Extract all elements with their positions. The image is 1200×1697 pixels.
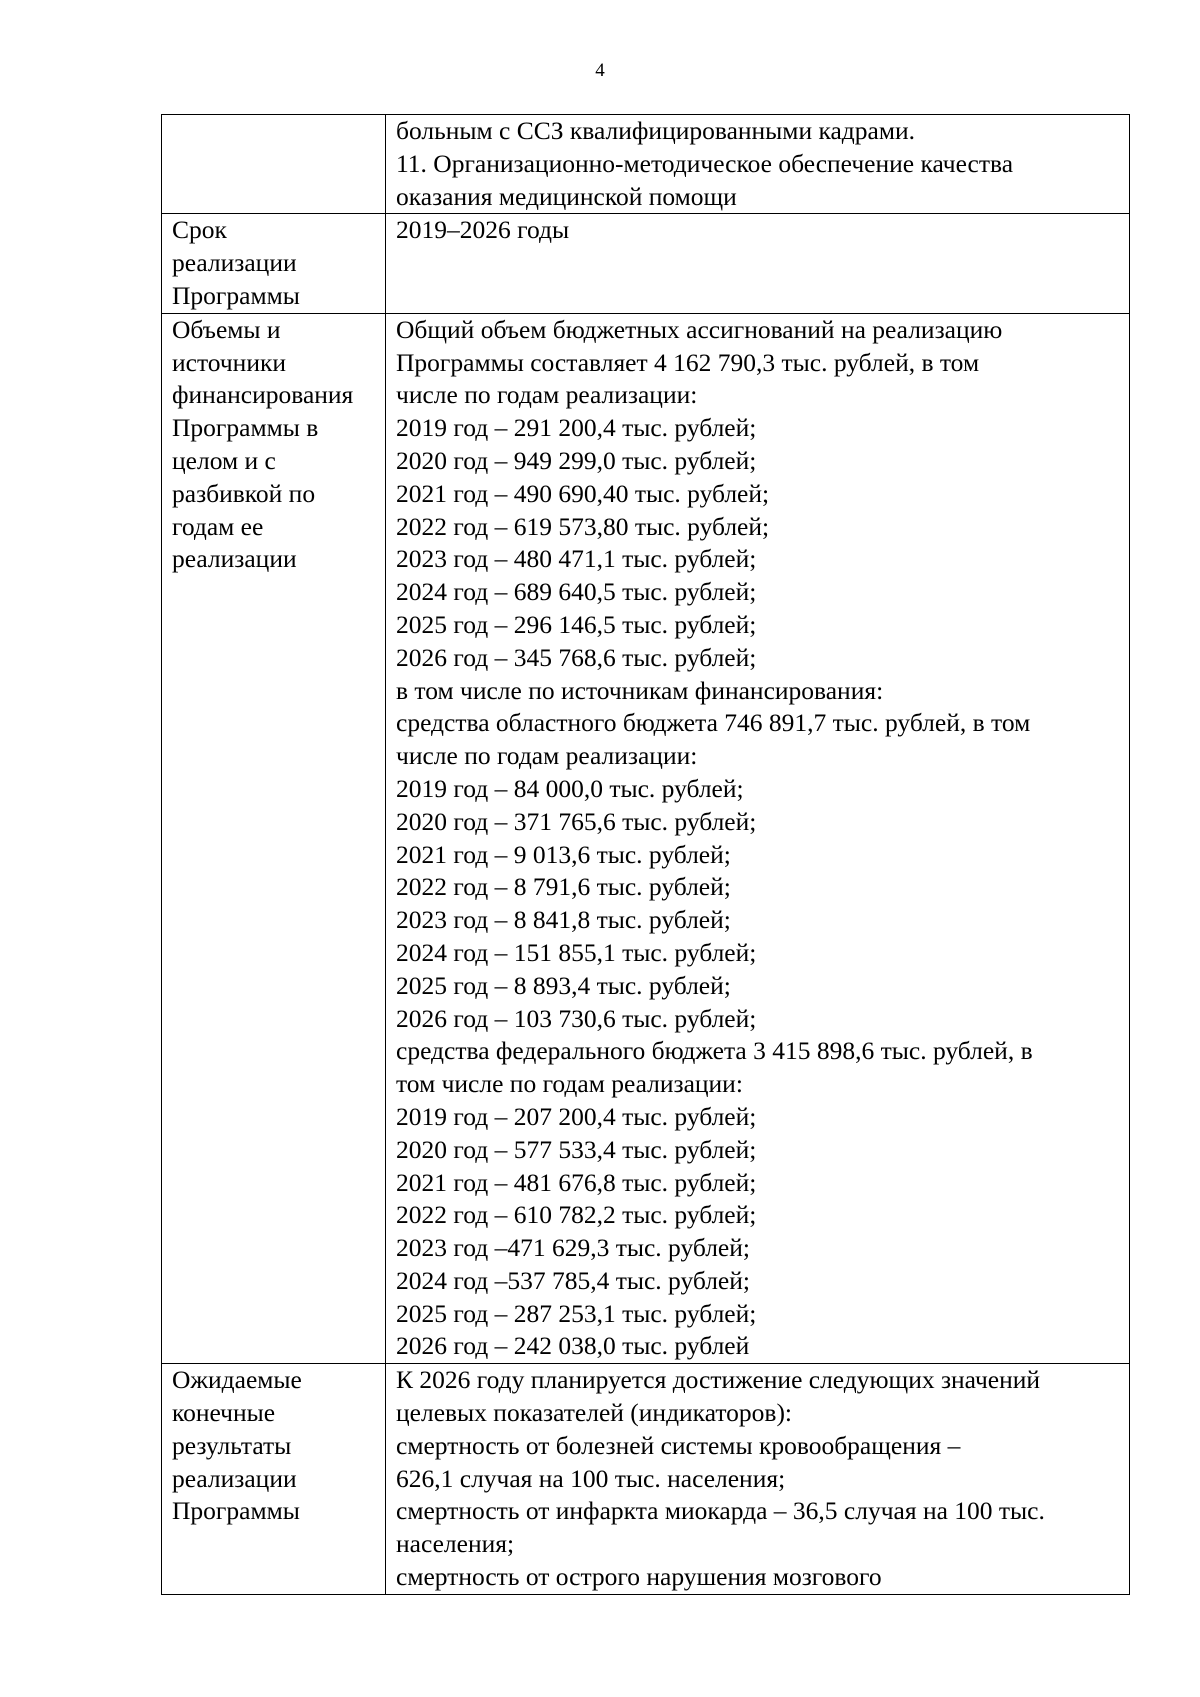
value-line: 2023 год – 8 841,8 тыс. рублей; (396, 905, 731, 935)
table-row (162, 115, 1130, 214)
label-line: разбивкой по (172, 478, 316, 508)
label-line: результаты (172, 1430, 292, 1460)
label-line: Объемы и (172, 314, 281, 344)
page-number: 4 (595, 60, 605, 81)
value-line: 2024 год – 689 640,5 тыс. рублей; (396, 577, 757, 607)
value-line: 2026 год – 242 038,0 тыс. рублей (396, 1331, 750, 1361)
program-passport-table (161, 114, 1130, 1595)
row-label-cell (162, 1364, 386, 1595)
table-row (162, 313, 1130, 1364)
value-line: смертность от инфаркта миокарда – 36,5 случая на 100 тыс. (396, 1496, 1045, 1526)
value-line: 2024 год – 151 855,1 тыс. рублей; (396, 937, 757, 967)
label-line: реализации (172, 248, 297, 278)
value-line: смертность от болезней системы кровообращения – (396, 1430, 961, 1460)
label-line: целом и с (172, 445, 276, 475)
value-line: том числе по годам реализации: (396, 1069, 743, 1099)
value-line: Общий объем бюджетных ассигнований на реализацию (396, 314, 1003, 344)
table-body (162, 115, 1130, 1595)
value-line: числе по годам реализации: (396, 380, 698, 410)
label-line: Программы в (172, 413, 319, 443)
value-line: Программы составляет 4 162 790,3 тыс. рублей, в том (396, 347, 980, 377)
label-line: Ожидаемые (172, 1365, 302, 1395)
label-line: конечные (172, 1398, 276, 1428)
value-line: 2019 год – 84 000,0 тыс. рублей; (396, 773, 744, 803)
value-line: 2019–2026 годы (396, 215, 570, 245)
value-line: 2023 год –471 629,3 тыс. рублей; (396, 1233, 750, 1263)
row-label-cell (162, 214, 386, 313)
row-label-cell (162, 115, 386, 214)
table-row (162, 214, 1130, 313)
row-value-cell (386, 214, 1130, 313)
table-row (162, 1364, 1130, 1595)
value-line: смертность от острого нарушения мозгового (396, 1562, 882, 1592)
value-line: К 2026 году планируется достижение следующих значений (396, 1365, 1041, 1395)
label-line: Программы (172, 280, 300, 310)
value-line: 2022 год – 610 782,2 тыс. рублей; (396, 1200, 757, 1230)
value-line: средства областного бюджета 746 891,7 тыс. рублей, в том (396, 708, 1031, 738)
value-line: в том числе по источникам финансирования: (396, 675, 884, 705)
value-line: числе по годам реализации: (396, 741, 698, 771)
row-label-cell (162, 313, 386, 1364)
value-line: 11. Организационно-методическое обеспечение качества (396, 148, 1014, 178)
value-line: 2021 год – 481 676,8 тыс. рублей; (396, 1167, 757, 1197)
value-line: 2026 год – 345 768,6 тыс. рублей; (396, 642, 757, 672)
value-line: 2020 год – 371 765,6 тыс. рублей; (396, 806, 757, 836)
value-line: населения; (396, 1529, 515, 1559)
value-line: больным с ССЗ квалифицированными кадрами. (396, 116, 915, 145)
value-line: 2020 год – 949 299,0 тыс. рублей; (396, 445, 757, 475)
value-line: 2021 год – 490 690,40 тыс. рублей; (396, 478, 770, 508)
value-line: целевых показателей (индикаторов): (396, 1398, 793, 1428)
value-line: средства федерального бюджета 3 415 898,6 тыс. рублей, в (396, 1036, 1033, 1066)
value-line: 2026 год – 103 730,6 тыс. рублей; (396, 1003, 757, 1033)
label-line: источники (172, 347, 287, 377)
value-line: 2022 год – 8 791,6 тыс. рублей; (396, 872, 731, 902)
value-line: 626,1 случая на 100 тыс. населения; (396, 1463, 786, 1493)
row-value-cell (386, 115, 1130, 214)
value-line: 2023 год – 480 471,1 тыс. рублей; (396, 544, 757, 574)
value-line: 2025 год – 296 146,5 тыс. рублей; (396, 609, 757, 639)
value-line: оказания медицинской помощи (396, 181, 737, 211)
value-line: 2019 год – 291 200,4 тыс. рублей; (396, 413, 757, 443)
row-value-cell (386, 313, 1130, 1364)
row-value-cell (386, 1364, 1130, 1595)
value-line: 2022 год – 619 573,80 тыс. рублей; (396, 511, 770, 541)
value-line: 2019 год – 207 200,4 тыс. рублей; (396, 1101, 757, 1131)
label-line: реализации (172, 1463, 297, 1493)
value-line: 2025 год – 8 893,4 тыс. рублей; (396, 970, 731, 1000)
label-line: Срок (172, 215, 227, 245)
label-line: Программы (172, 1496, 300, 1526)
value-line: 2020 год – 577 533,4 тыс. рублей; (396, 1134, 757, 1164)
label-line: финансирования (172, 380, 354, 410)
label-line: годам ее (172, 511, 264, 541)
label-line: реализации (172, 544, 297, 574)
value-line: 2024 год –537 785,4 тыс. рублей; (396, 1265, 750, 1295)
value-line: 2021 год – 9 013,6 тыс. рублей; (396, 839, 731, 869)
value-line: 2025 год – 287 253,1 тыс. рублей; (396, 1298, 757, 1328)
